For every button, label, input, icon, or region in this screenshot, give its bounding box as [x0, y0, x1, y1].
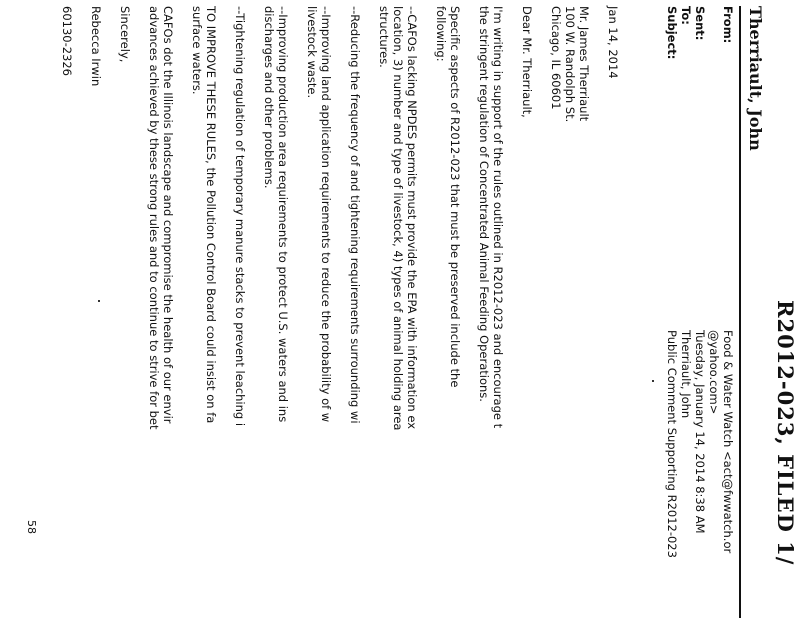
signoff: Sincerely,	[118, 6, 132, 63]
address-line-1: Mr. James Therriault	[577, 6, 591, 122]
to-value: Therriault, John	[679, 330, 693, 419]
signer-name: Rebecca Irwin	[89, 6, 103, 87]
sent-label: Sent:	[693, 6, 707, 41]
bullet-1-line-1: --CAFOs lacking NPDES permits must provide the EPA with information ex	[405, 6, 419, 430]
bullet-1-line-3: structures.	[377, 6, 391, 68]
bullet-4-line-2: discharges and other problems.	[262, 6, 276, 189]
sender-name: Therriault, John	[746, 6, 765, 151]
intro-line-2: the stringent regulation of Concentrated Animal Feeding Operations.	[477, 6, 491, 402]
intro-line-1: I'm writing in support of the rules outlined in R2012-023 and encourage t	[491, 6, 505, 429]
filing-stamp: R2012-023, FILED 1/	[773, 300, 798, 566]
subject-label: Subject:	[665, 6, 679, 60]
header-rule	[739, 6, 741, 618]
bullet-1-line-2: location, 3) number and type of livestock, 4) types of animal holding area	[391, 6, 405, 431]
from-label: From:	[721, 6, 735, 44]
bullet-3-line-1: --Improving land application requirements to reduce the probability of w	[319, 6, 333, 423]
address-line-3: Chicago, IL 60601	[549, 6, 563, 110]
scan-speck	[652, 380, 654, 382]
closing-para-line-1: TO IMPROVE THESE RULES, the Pollution Control Board could insist on fa	[204, 6, 218, 424]
final-para-line-2: advances achieved by these strong rules and to continue to strive for bet	[147, 6, 161, 430]
closing-para-line-2: surface waters.	[190, 6, 204, 95]
specific-line-2: following:	[434, 6, 448, 62]
specific-line-1: Specific aspects of R2012-023 that must be preserved include the	[448, 6, 462, 388]
final-para-line-1: CAFOs dot the Illinois landscape and compromise the health of our envir	[161, 6, 175, 424]
subject-value: Public Comment Supporting R2012-023	[665, 330, 679, 558]
from-value-cont: @yahoo.com>	[707, 330, 721, 415]
scan-speck	[98, 300, 100, 302]
letter-date: Jan 14, 2014	[606, 6, 620, 79]
signer-zip: 60130-2326	[60, 6, 74, 76]
page-number: 58	[25, 520, 38, 534]
address-line-2: 100 W. Randolph St.	[563, 6, 577, 123]
bullet-5-line-1: --Tightening regulation of temporary manure stacks to prevent leaching i	[233, 6, 247, 427]
bullet-3-line-2: livestock waste.	[305, 6, 319, 99]
to-label: To:	[679, 6, 693, 25]
from-value: Food & Water Watch <act@fwwatch.or	[721, 330, 735, 554]
salutation: Dear Mr. Therriault,	[520, 6, 534, 118]
bullet-2-line-1: --Reducing the frequency of and tightening requirements surrounding wi	[348, 6, 362, 424]
sent-value: Tuesday, January 14, 2014 8:38 AM	[693, 330, 707, 534]
bullet-4-line-1: --Improving production area requirements to protect U.S. waters and ins	[276, 6, 290, 423]
